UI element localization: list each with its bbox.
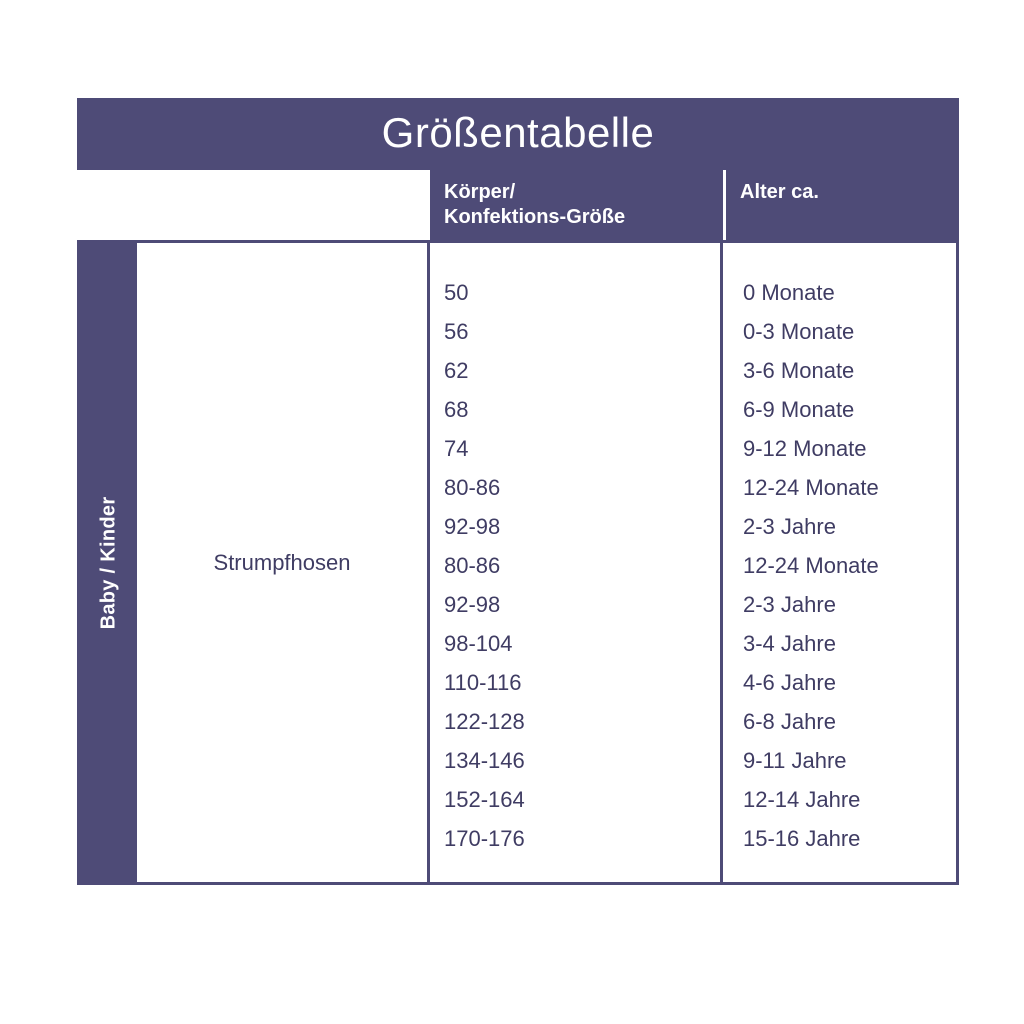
table-row: 3-6 Monate	[743, 358, 855, 384]
page-title: Größentabelle	[77, 98, 959, 170]
table-row: 0 Monate	[743, 280, 835, 306]
table-row: 98-104	[444, 631, 513, 657]
table-row: 9-12 Monate	[743, 436, 867, 462]
table-row: 4-6 Jahre	[743, 670, 836, 696]
header-size-line2: Konfektions-Größe	[444, 206, 626, 229]
table-row: 92-98	[444, 514, 501, 540]
table-row: 152-164	[444, 787, 525, 813]
header-age-column: Alter ca.	[726, 170, 959, 240]
table-row: 80-86	[444, 475, 501, 501]
header-size-column	[430, 170, 726, 240]
table-row: 74	[444, 436, 469, 462]
table-row: 2-3 Jahre	[743, 592, 836, 618]
table-row: 3-4 Jahre	[743, 631, 836, 657]
table-row: 15-16 Jahre	[743, 826, 861, 852]
table-row: 56	[444, 319, 469, 345]
table-body-row	[77, 240, 959, 885]
table-row: 6-8 Jahre	[743, 709, 836, 735]
table-row: 80-86	[444, 553, 501, 579]
table-row: 12-24 Monate	[743, 553, 879, 579]
category-cell	[80, 243, 137, 882]
size-chart-table	[77, 98, 959, 885]
table-row: 2-3 Jahre	[743, 514, 836, 540]
table-row: 122-128	[444, 709, 525, 735]
age-column-cells	[723, 243, 956, 882]
table-row: 9-11 Jahre	[743, 748, 847, 774]
table-row: 6-9 Monate	[743, 397, 855, 423]
header-size-line1: Körper/	[444, 181, 516, 204]
table-header-row	[77, 170, 959, 240]
product-name-cell: Strumpfhosen	[137, 243, 430, 882]
table-row: 110-116	[444, 670, 522, 696]
size-column-cells	[430, 243, 723, 882]
table-row: 68	[444, 397, 469, 423]
table-row: 134-146	[444, 748, 525, 774]
table-row: 50	[444, 280, 469, 306]
table-row: 92-98	[444, 592, 501, 618]
table-row: 170-176	[444, 826, 525, 852]
table-row: 0-3 Monate	[743, 319, 855, 345]
table-row: 62	[444, 358, 469, 384]
table-row: 12-14 Jahre	[743, 787, 861, 813]
category-label: Baby / Kinder	[97, 496, 119, 630]
header-blank-cell	[77, 170, 430, 240]
table-row: 12-24 Monate	[743, 475, 879, 501]
